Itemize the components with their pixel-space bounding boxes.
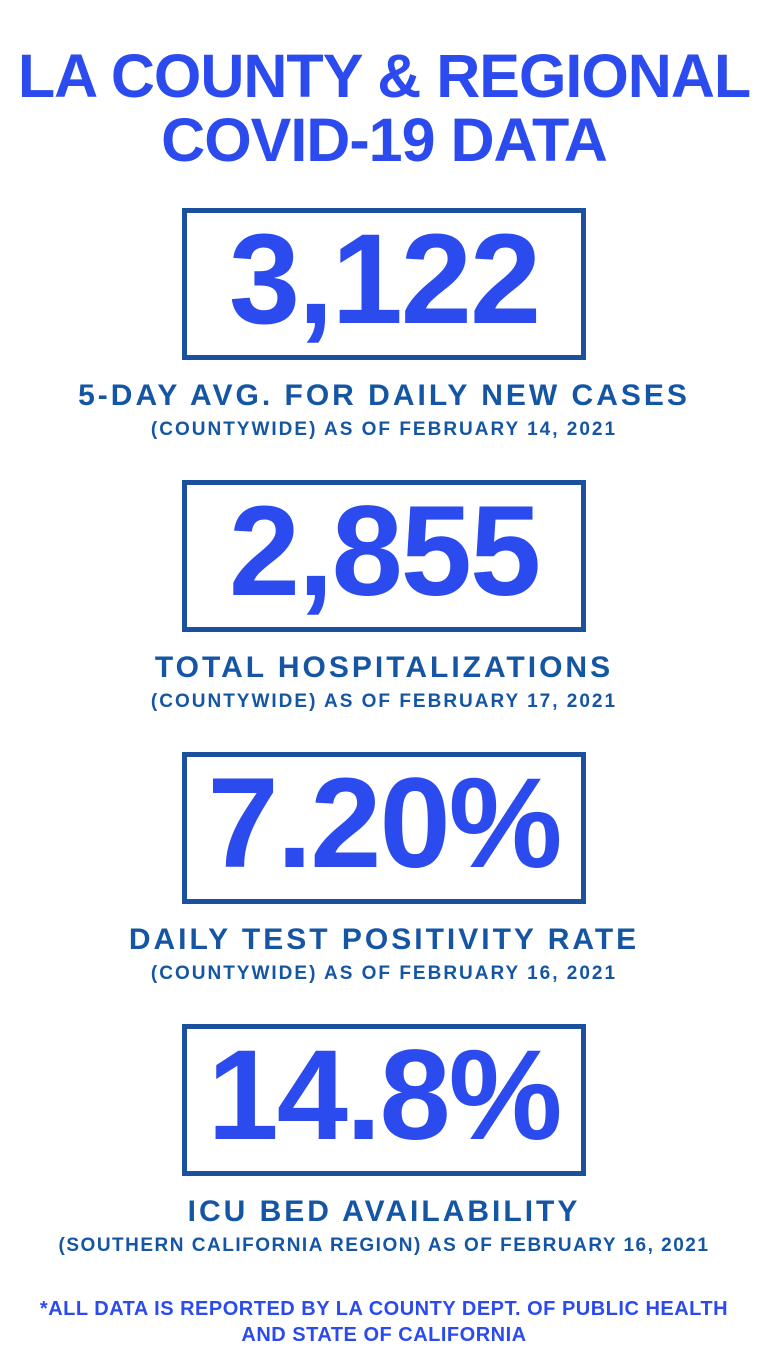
stat-sublabel-test-positivity: (COUNTYWIDE) AS OF FEBRUARY 16, 2021: [150, 963, 618, 984]
page-title-line-2: COVID-19 DATA: [161, 106, 607, 174]
stat-sublabel-daily-new-cases: (COUNTYWIDE) AS OF FEBRUARY 14, 2021: [150, 419, 618, 440]
stat-sublabel-hospitalizations: (COUNTYWIDE) AS OF FEBRUARY 17, 2021: [150, 691, 618, 712]
stat-section-test-positivity: [0, 752, 768, 986]
stat-section-hospitalizations: [0, 480, 768, 714]
stat-value-test-positivity: 7.20%: [207, 752, 561, 895]
stat-label-daily-new-cases: 5-DAY AVG. FOR DAILY NEW CASES: [78, 379, 690, 412]
stat-label-icu-beds: ICU BED AVAILABILITY: [187, 1195, 581, 1228]
page-title-line-1: LA COUNTY & REGIONAL: [17, 42, 751, 110]
stat-value-hospitalizations: 2,855: [228, 480, 540, 623]
data-source-note-line-2: AND STATE OF CALIFORNIA: [241, 1324, 527, 1346]
stat-value-daily-new-cases: 3,122: [228, 208, 540, 351]
stat-box: [182, 480, 586, 632]
page-title: [0, 44, 768, 172]
stat-box: [182, 752, 586, 904]
stat-box: [182, 208, 586, 360]
stat-label-test-positivity: DAILY TEST POSITIVITY RATE: [128, 923, 640, 956]
stat-section-icu-beds: [0, 1024, 768, 1258]
stat-value-icu-beds: 14.8%: [207, 1024, 561, 1167]
stat-section-daily-new-cases: [0, 208, 768, 442]
stat-sublabel-icu-beds: (SOUTHERN CALIFORNIA REGION) AS OF FEBRUARY 16, 2021: [58, 1235, 710, 1256]
data-source-note-line-1: *ALL DATA IS REPORTED BY LA COUNTY DEPT. OF PUBLIC HEALTH: [39, 1298, 729, 1320]
stat-box: [182, 1024, 586, 1176]
data-source-note: [0, 1296, 768, 1348]
stat-label-hospitalizations: TOTAL HOSPITALIZATIONS: [154, 651, 614, 684]
